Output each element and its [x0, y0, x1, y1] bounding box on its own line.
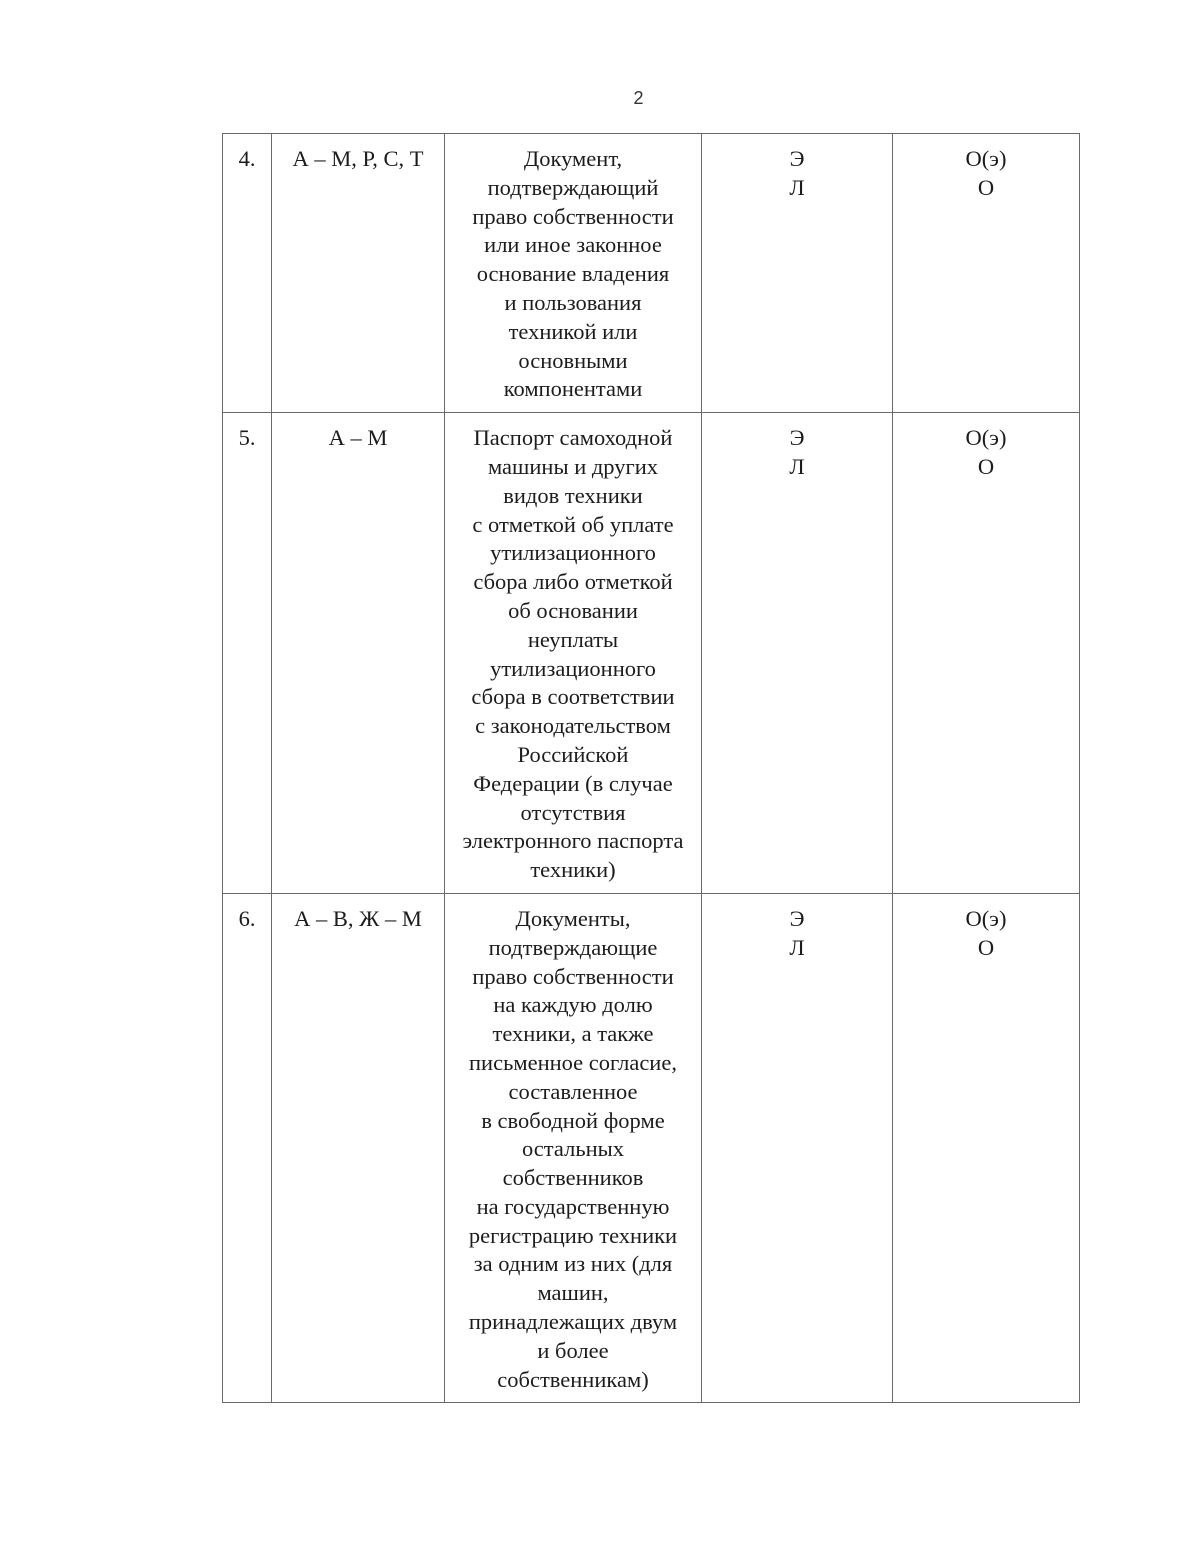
- table-row: [223, 134, 1080, 413]
- row-type: [893, 893, 1080, 1403]
- row-categories: А – М: [272, 413, 445, 894]
- row-categories: А – М, Р, С, Т: [272, 134, 445, 413]
- form-electronic: Э: [789, 905, 805, 931]
- row-type: [893, 413, 1080, 894]
- form-electronic: Э: [789, 146, 805, 171]
- row-number: 5.: [223, 413, 272, 894]
- type-original: О: [977, 453, 995, 479]
- row-form: [702, 134, 893, 413]
- row-type: [893, 134, 1080, 413]
- documents-table: [222, 133, 1080, 1403]
- type-original: О: [977, 934, 995, 960]
- row-number: 4.: [223, 134, 272, 413]
- form-personal: Л: [789, 453, 805, 479]
- type-original: О: [977, 174, 995, 200]
- row-number: 6.: [223, 893, 272, 1403]
- type-original-electronic: О(э): [965, 905, 1007, 931]
- form-electronic: Э: [789, 425, 805, 451]
- row-categories: А – В, Ж – М: [272, 893, 445, 1403]
- form-personal: Л: [789, 934, 805, 960]
- page-number: 2: [633, 88, 644, 108]
- table-row: [223, 893, 1080, 1403]
- row-form: [702, 413, 893, 894]
- type-original-electronic: О(э): [965, 146, 1007, 171]
- row-description: Паспорт самоходной машины и других видов техники с отметкой об уплате утилизационного сбора либо отметкой об основании неуплаты утилизационного сбора в соответствии с законодательством Российской Федерации (в случае отсутствия электронного паспорта техники): [445, 413, 702, 894]
- table-row: [223, 413, 1080, 894]
- row-form: [702, 893, 893, 1403]
- type-original-electronic: О(э): [965, 425, 1007, 451]
- form-personal: Л: [789, 174, 805, 200]
- row-description: Документ, подтверждающий право собственности или иное законное основание владения и пользования техникой или основными компонентами: [445, 134, 702, 413]
- row-description: Документы, подтверждающие право собственности на каждую долю техники, а также письменное согласие, составленное в свободной форме остальных собственников на государственную регистрацию техники за одним из них (для машин, принадлежащих двум и более собственникам): [445, 893, 702, 1403]
